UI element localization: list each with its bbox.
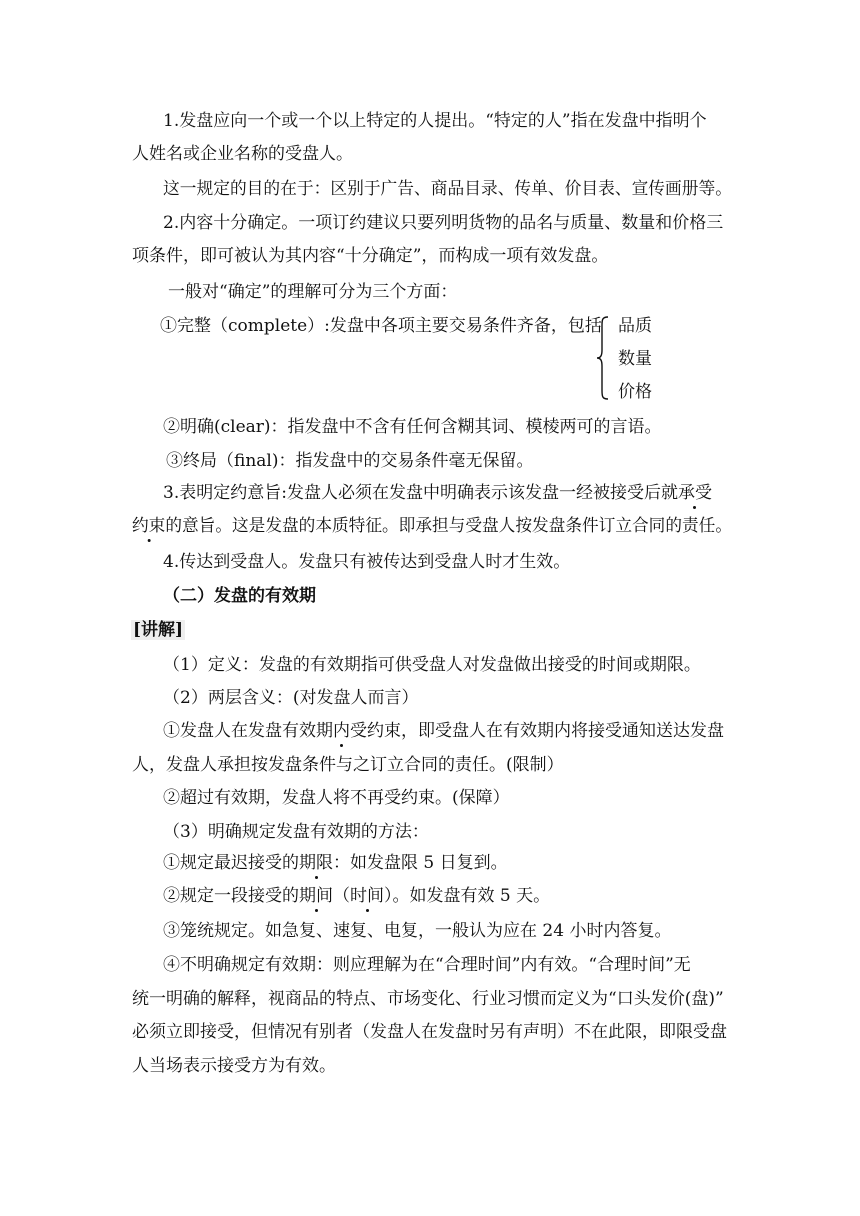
paragraph-purpose: 这一规定的目的在于：区别于广告、商品目录、传单、价目表、宣传画册等。 — [163, 179, 732, 199]
intent-text-b: 的意旨。这是发盘的本质特征。即承担与受盘人按发盘条件订立合同的责任。 — [165, 516, 733, 536]
paragraph-offer-target-line2: 人姓名或企业名称的受盘人。 — [132, 144, 353, 164]
paragraph-intent-line2 — [132, 515, 732, 537]
emphasis-text-period: 期间 — [299, 886, 333, 906]
paragraph-definite-aspects: 一般对“确定”的理解可分为三个方面： — [168, 282, 458, 302]
emphasis-text-deadline: 期限 — [299, 853, 333, 873]
emphasis-text-bound: 约束 — [132, 516, 166, 536]
paragraph-communicated: 4.传达到受盘人。发盘只有被传达到受盘人时才生效。 — [163, 552, 571, 572]
list-item-price: 价格 — [618, 382, 652, 402]
period-text-c: （ — [333, 886, 350, 906]
paragraph-definition: （1）定义：发盘的有效期指可供受盘人对发盘做出接受的时间或期限。 — [163, 655, 701, 675]
paragraph-bound-line1 — [163, 720, 724, 742]
paragraph-final: ③终局（final)：指发盘中的交易条件毫无保留。 — [166, 451, 534, 471]
deadline-text-a: ①规定最迟接受的 — [163, 853, 299, 873]
intent-text-a: 3.表明定约意旨:发盘人必须在发盘中明确表示该发盘一经被接受后就 — [163, 483, 678, 503]
paragraph-two-meanings: （2）两层含义：(对发盘人而言） — [163, 688, 419, 708]
paragraph-complete: ①完整（complete）:发盘中各项主要交易条件齐备，包括 — [160, 316, 602, 336]
curly-brace-icon — [596, 316, 610, 400]
period-text-a: ②规定一段接受的 — [163, 886, 299, 906]
section-heading-validity: （二）发盘的有效期 — [163, 586, 316, 606]
emphasis-text-within: 内 — [333, 721, 350, 741]
period-text-e: ）。如发盘有效 5 天。 — [384, 886, 551, 906]
explanation-tag — [131, 619, 185, 641]
paragraph-method-deadline — [163, 852, 508, 874]
paragraph-method-general: ③笼统规定。如急复、速复、电复，一般认为应在 24 小时内答复。 — [163, 921, 672, 941]
paragraph-methods: （3）明确规定发盘有效期的方法： — [163, 822, 429, 842]
emphasis-text-accept: 承受 — [677, 483, 712, 503]
paragraph-content-definite-line2: 项条件，即可被认为其内容“十分确定”，而构成一项有效发盘。 — [132, 246, 609, 266]
paragraph-reasonable-line3: 必须立即接受，但情况有别者（发盘人在发盘时另有声明）不在此限，即限受盘 — [132, 1022, 727, 1042]
deadline-text-c: ：如发盘限 5 日复到。 — [333, 853, 508, 873]
bound-text-a: ①发盘人在发盘有效期 — [163, 721, 333, 741]
paragraph-offer-target-line1: 1.发盘应向一个或一个以上特定的人提出。“特定的人”指在发盘中指明个 — [163, 111, 707, 131]
paragraph-exceed: ②超过有效期，发盘人将不再受约束。(保障） — [163, 788, 510, 808]
list-item-quality: 品质 — [618, 316, 652, 336]
paragraph-reasonable-line1: ④不明确规定有效期：则应理解为在“合理时间”内有效。“合理时间”无 — [163, 955, 691, 975]
list-item-quantity: 数量 — [618, 349, 652, 369]
explanation-label: [讲解] — [133, 620, 184, 640]
paragraph-reasonable-line2: 统一明确的解释，视商品的特点、市场变化、行业习惯而定义为“口头发价(盘)” — [132, 989, 724, 1009]
paragraph-method-period — [163, 885, 550, 907]
bound-text-c: 受约束，即受盘人在有效期内将接受通知送达发盘 — [350, 721, 724, 741]
paragraph-intent-line1 — [163, 482, 712, 504]
paragraph-reasonable-line4: 人当场表示接受方为有效。 — [132, 1056, 336, 1076]
emphasis-text-time: 时间 — [350, 886, 384, 906]
paragraph-bound-line2: 人，发盘人承担按发盘条件与之订立合同的责任。(限制） — [132, 755, 564, 775]
paragraph-clear: ②明确(clear)：指发盘中不含有任何含糊其词、模棱两可的言语。 — [163, 417, 662, 437]
paragraph-content-definite-line1: 2.内容十分确定。一项订约建议只要列明货物的品名与质量、数量和价格三 — [163, 213, 724, 233]
